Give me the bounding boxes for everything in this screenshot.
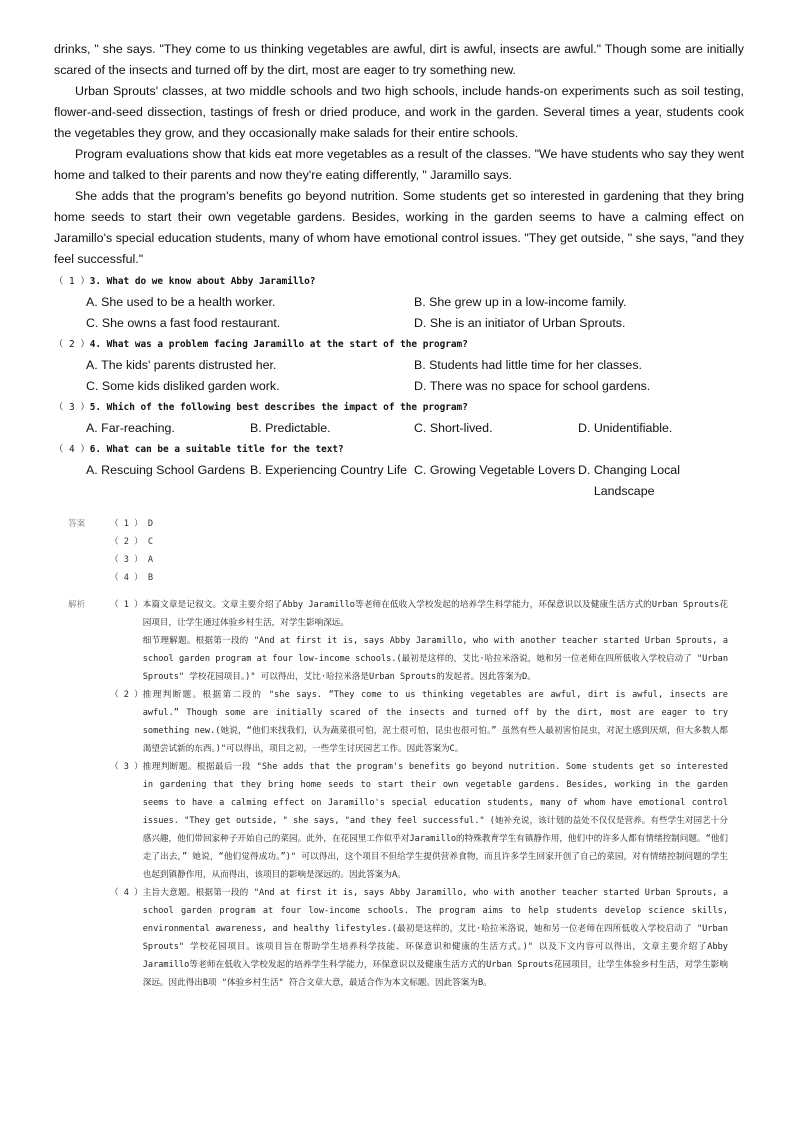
analysis-item-3: [110, 758, 728, 884]
passage-paragraph-2: Urban Sprouts' classes, at two middle schools and two high schools, include hands-on experiments such as soil testing, flower-and-seed dissection, tastings of fresh or dried produce, and work in the garden. Several times a year, students cook the vegetables they grow, and they occasionally make salads for their entire schools.: [54, 84, 744, 140]
answer-list: [110, 515, 153, 587]
answer-item: （ 4 ） B: [110, 573, 154, 583]
option-b[interactable]: B. She grew up in a low-income family.: [414, 295, 627, 309]
answer-item: （ 1 ） D: [110, 519, 154, 529]
question-number: （ 2 ）: [54, 339, 90, 350]
analysis-number: （ 3 ）: [110, 762, 143, 772]
passage-paragraph-4: She adds that the program's benefits go beyond nutrition. Some students get so interested in gardening that they bring home seeds to start their own vegetable gardens. Besides, working in the garden seems to have a calming effect on Jaramillo's special education students, many of whom have emotional control issues. "They get outside, " she says, "and they feel successful.": [54, 189, 744, 266]
analysis-body: 推理判断题。根据最后一段 "She adds that the program's benefits go beyond nutrition. Some students get so interested in gardening that they bring home seeds to start their own vegetable gardens. Besides, working in the garden seems to have a calming effect on Jaramillo's special education students, many of whom have emotional control issues. "They get outside, " she says, "and they feel successful." (她补充说，该计划的益处不仅仅是营养。有些学生对园艺十分感兴趣，他们带回家种子开始自己的菜园。此外，在花园里工作似乎对Jaramillo的特殊教育学生有镇静作用，他们中的许多人都有情绪控制问题。“他们走了出去，” 她说，“他们觉得成功。”)" 可以得出，这个项目不但给学生提供营养食物，而且许多学生回家开创了自己的菜园，对有情绪控制问题的学生也起到镇静作用，从而得出，该项目的影响是深远的。因此答案为A。: [142, 762, 728, 880]
question-stem: （ 1 ）3. What do we know about Abby Jaramillo?: [54, 276, 316, 287]
analysis-number: （ 4 ）: [110, 888, 143, 898]
question-number: （ 4 ）: [54, 444, 90, 455]
option-b[interactable]: B. Experiencing Country Life: [250, 463, 408, 477]
answer-item: （ 3 ） A: [110, 555, 154, 565]
option-a[interactable]: A. Far-reaching.: [86, 421, 175, 435]
option-c[interactable]: C. Growing Vegetable Lovers: [414, 463, 576, 477]
reading-passage: [54, 39, 744, 270]
option-list: [86, 460, 744, 502]
option-list: [86, 292, 744, 334]
question-stem: （ 3 ）5. Which of the following best describes the impact of the program?: [54, 402, 468, 413]
question-2: [54, 334, 744, 397]
question-4: [54, 439, 744, 502]
question-number: （ 3 ）: [54, 402, 90, 413]
question-stem: （ 4 ）6. What can be a suitable title for the text?: [54, 444, 344, 455]
analysis-section: [68, 596, 728, 992]
analysis-body: 主旨大意题。根据第一段的 "And at first it is, says Abby Jaramillo, who with another teacher started Urban Sprouts, a school garden program at four low-income schools. The program aims to help students develop science skills, environmental awareness, and healthy lifestyles.(最初是这样的，艾比·哈拉米洛说，她和另一位老师在四所低收入学校启动了 "Urban Sprouts" 学校花园项目。该项目旨在帮助学生培养科学技能、环保意识和健康的生活方式。)" 以及下文内容可以得出，文章主要介绍了Abby Jaramillo等老师在低收入学校发起的培养学生科学能力，环保意识以及健康生活方式的Urban Sprouts花园项目，让学生体验乡村生活，对学生影响深远。因此得出B项 "体验乡村生活" 符合文章大意，最适合作为本文标题。因此答案为B。: [142, 888, 728, 988]
analysis-number: （ 2 ）: [110, 690, 143, 700]
option-c[interactable]: C. Some kids disliked garden work.: [86, 379, 280, 393]
option-d[interactable]: D. Unidentifiable.: [578, 421, 673, 435]
option-a[interactable]: A. Rescuing School Gardens: [86, 463, 246, 477]
passage-paragraph-3: Program evaluations show that kids eat more vegetables as a result of the classes. "We have students who say they went home and talked to their parents and now they're eating differently, " Jaramillo says.: [54, 147, 744, 182]
answer-key: [68, 515, 153, 587]
option-list: [86, 355, 744, 397]
analysis-body: 本篇文章是记叙文。文章主要介绍了Abby Jaramillo等老师在低收入学校发起的培养学生科学能力，环保意识以及健康生活方式的Urban Sprouts花园项目，让学生通过体验乡村生活，对学生影响深远。 细节理解题。根据第一段的 "And at first it is, says Abby Jaramillo, who with another teacher started Urban Sprouts, a school garden program at four low-income schools.(最初是这样的，艾比·哈拉米洛说，她和另一位老师在四所低收入学校启动了 "Urban Sprouts" 学校花园项目。)" 可以得出，艾比·哈拉米洛是Urban Sprouts的发起者。因此答案为D。: [142, 600, 728, 682]
option-d[interactable]: D. There was no space for school gardens.: [414, 379, 651, 393]
option-b[interactable]: B. Predictable.: [250, 421, 331, 435]
question-3: [54, 397, 744, 439]
option-c[interactable]: C. She owns a fast food restaurant.: [86, 316, 281, 330]
option-d[interactable]: D. Changing Local Landscape: [578, 463, 680, 498]
analysis-number: （ 1 ）: [110, 600, 143, 610]
option-d[interactable]: D. She is an initiator of Urban Sprouts.: [414, 316, 626, 330]
answer-item: （ 2 ） C: [110, 537, 154, 547]
option-b[interactable]: B. Students had little time for her classes.: [414, 358, 642, 372]
answer-label: 答案: [68, 519, 86, 529]
option-c[interactable]: C. Short-lived.: [414, 421, 493, 435]
analysis-body: 推理判断题。根据第二段的 "she says. “They come to us thinking vegetables are awful, dirt is awful, insects are awful.” Though some are initially scared of the insects and turned off by the dirt, most are eager to try something new.(她说，“他们来找我们，认为蔬菜很可怕，泥土很可怕，昆虫也很可怕。” 虽然有些人最初害怕昆虫，对泥土感到厌烦，但大多数人都渴望尝试新的东西。)"可以得出，项目之初，一些学生讨厌园艺工作。因此答案为C。: [142, 690, 728, 754]
question-list: [54, 271, 744, 502]
analysis-item-2: [110, 686, 728, 758]
question-number: （ 1 ）: [54, 276, 90, 287]
question-stem: （ 2 ）4. What was a problem facing Jaramillo at the start of the program?: [54, 339, 468, 350]
analysis-label: 解析: [68, 600, 86, 610]
option-a[interactable]: A. The kids' parents distrusted her.: [86, 358, 277, 372]
analysis-item-1: [110, 596, 728, 686]
question-1: [54, 271, 744, 334]
analysis-item-4: [110, 884, 728, 992]
option-a[interactable]: A. She used to be a health worker.: [86, 295, 276, 309]
option-list: [86, 418, 744, 439]
passage-paragraph-1: drinks, " she says. "They come to us thinking vegetables are awful, dirt is awful, insects are awful." Though some are initially scared of the insects and turned off by the dirt, most are eager to try something new.: [54, 42, 744, 77]
